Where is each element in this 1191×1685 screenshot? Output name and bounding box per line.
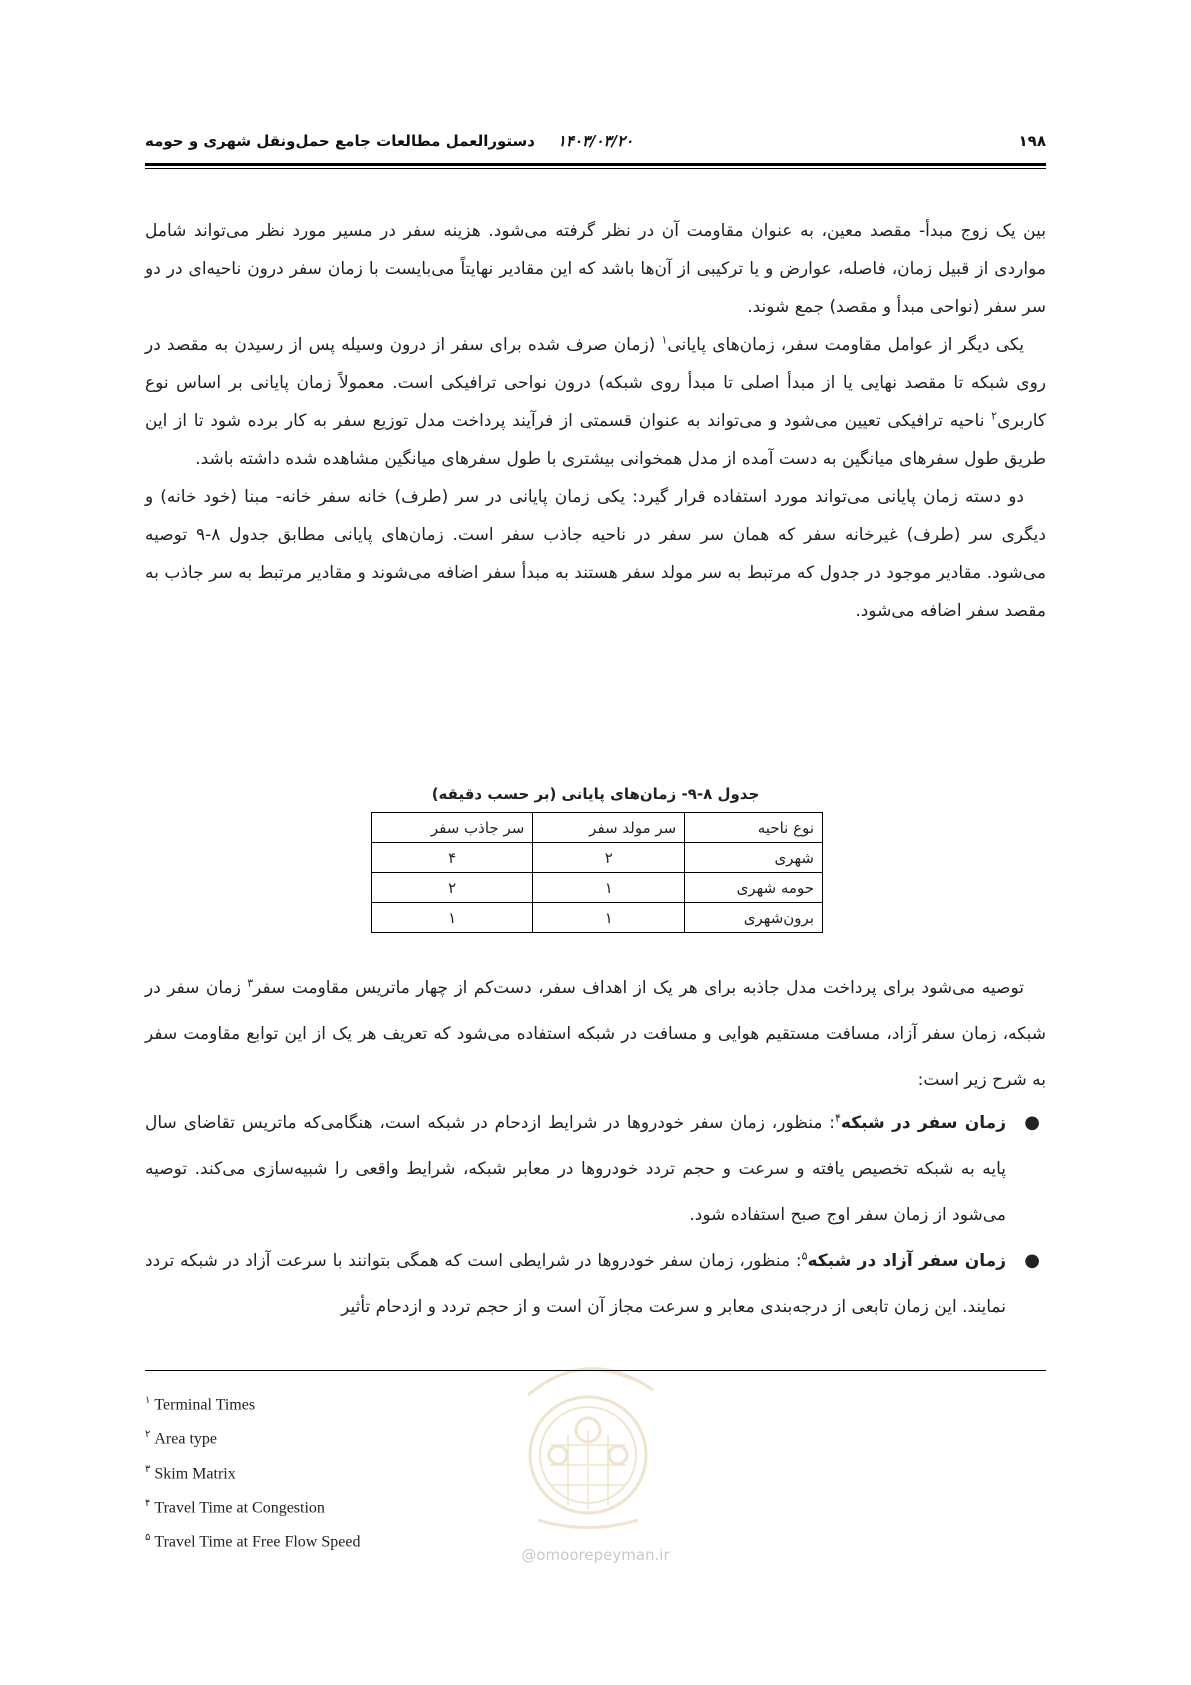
body-text: [145, 212, 1046, 630]
footnote-rule: [145, 1370, 1046, 1371]
footnote-ref-2[interactable]: ۲: [991, 409, 998, 423]
terminal-times-table: [371, 812, 823, 933]
table-row: [372, 873, 823, 903]
list-item: [145, 1238, 1040, 1330]
body-text-2: [145, 965, 1046, 1103]
header-rule-thin: [145, 168, 1046, 169]
cell-area: حومه شهری: [685, 873, 823, 903]
column-header-area-type: نوع ناحیه: [685, 813, 823, 843]
table-header-row: [372, 813, 823, 843]
footnote-item: $^۲$ Area type: [145, 1429, 218, 1448]
cell-producer: ۱: [533, 873, 685, 903]
footnote-item: $^۴$ Travel Time at Congestion: [145, 1497, 325, 1517]
cell-producer: ۲: [533, 843, 685, 873]
table-caption: جدول ۸-۹- زمان‌های پایانی (بر حسب دقیقه): [431, 785, 760, 803]
cell-attractor: ۴: [372, 843, 533, 873]
bullet-text: : منظور، زمان سفر خودروها در شرایطی است که همگی بتوانند با سرعت آزاد در شبکه تردد نمایند. این زمان تابعی از درجه‌بندی معابر و سرعت مجاز آن است و از حجم تردد و ازدحام تأثیر: [145, 1251, 1006, 1317]
column-header-attractor: سر جاذب سفر: [372, 813, 533, 843]
table-row: [372, 903, 823, 933]
footnote-ref-5[interactable]: ۵: [801, 1249, 808, 1263]
footnote-ref-4[interactable]: ۴: [835, 1111, 841, 1125]
header-title: دستورالعمل مطالعات جامع حمل‌ونقل شهری و حومه: [145, 132, 535, 150]
table-row: [372, 843, 823, 873]
watermark-seal-icon: [488, 1335, 688, 1545]
paragraph-1: بین یک زوج مبدأ- مقصد معین، به عنوان مقاومت آن در نظر گرفته می‌شود. هزینه سفر در مسیر مورد نظر می‌تواند شامل مواردی از قبیل زمان، فاصله، عوارض و یا ترکیبی از آن‌ها باشد که این مقادیر نهایتاً می‌بایست با زمان سفر درون ناحیه‌ای در دو سر سفر (نواحی مبدأ و مقصد) جمع شوند.: [145, 221, 1046, 317]
column-header-producer: سر مولد سفر: [533, 813, 685, 843]
page-header: [145, 132, 1046, 156]
cell-area: برون‌شهری: [685, 903, 823, 933]
paragraph-4: توصیه می‌شود برای پرداخت مدل جاذبه برای هر یک از اهداف سفر، دست‌کم از چهار ماتریس مقاومت سفر$^۳$ زمان سفر در شبکه، زمان سفر آزاد، مسافت مستقیم هوایی و مسافت در شبکه استفاده می‌شود که تعریف هر یک از این توابع مقاومت سفر به شرح زیر است:: [145, 976, 1046, 1090]
bullet-term: زمان سفر در شبکه: [840, 1113, 1006, 1133]
bullet-term: زمان سفر آزاد در شبکه: [807, 1251, 1006, 1271]
cell-attractor: ۱: [372, 903, 533, 933]
cell-attractor: ۲: [372, 873, 533, 903]
paragraph-2: یکی دیگر از عوامل مقاومت سفر، زمان‌های پایانی$^۱$ (زمان صرف شده برای سفر از درون وسیله پس از رسیدن به مقصد در روی شبکه تا مقصد نهایی یا از مبدأ اصلی تا مبدأ روی شبکه) درون نواحی ترافیکی است. معمولاً زمان پایانی بر اساس نوع کاربری$^۲$ ناحیه ترافیکی تعیین می‌شود و می‌تواند به عنوان قسمتی از فرآیند پرداخت مدل توزیع سفر به کار برده شود تا از این طریق طول سفرهای میانگین به دست آمده از مدل همخوانی بیشتری با طول سفرهای میانگین مشاهده شده داشته باشد.: [145, 333, 1046, 469]
footnote-ref-1[interactable]: ۱: [661, 333, 668, 347]
footnote-item: $^۱$ Terminal Times: [145, 1395, 256, 1414]
page-number: ۱۹۸: [1018, 132, 1046, 150]
footnote-item: $^۳$ Skim Matrix: [145, 1463, 236, 1482]
footnotes: [145, 1386, 360, 1558]
header-date: ۱۴۰۳/۰۳/۲۰: [557, 132, 634, 150]
paragraph-3: دو دسته زمان پایانی می‌تواند مورد استفاده قرار گیرد: یکی زمان پایانی در سر (طرف) خانه سفر خانه- مبنا (خود خانه) و دیگری سر (طرف) غیرخانه سفر که همان سر سفر در ناحیه جاذب سفر است. زمان‌های پایانی مطابق جدول ۸-۹ توصیه می‌شود. مقادیر موجود در جدول که مرتبط به سر مولد سفر هستند به مبدأ سفر اضافه می‌شوند و مقادیر مرتبط به سر جاذب به مقصد سفر اضافه می‌شود.: [145, 487, 1046, 621]
cell-area: شهری: [685, 843, 823, 873]
cell-producer: ۱: [533, 903, 685, 933]
watermark-url: @omoorepeyman.ir: [521, 1546, 670, 1564]
footnote-item: $^۵$ Travel Time at Free Flow Speed: [145, 1532, 361, 1551]
bullet-list: [145, 1100, 1046, 1330]
bullet-text: : منظور، زمان سفر خودروها در شرایط ازدحام در شبکه است، هنگامی‌که ماتریس تقاضای سال پایه به شبکه تخصیص یافته و سرعت و حجم تردد خودروها در معابر شبکه، شرایط واقعی را شبیه‌سازی می‌کند. توصیه می‌شود از زمان سفر اوج صبح استفاده شود.: [145, 1113, 1006, 1225]
header-rule: [145, 163, 1046, 166]
footnote-ref-3[interactable]: ۳: [247, 976, 254, 990]
list-item: [145, 1100, 1040, 1238]
bullet-icon: ●: [1024, 1250, 1040, 1271]
bullet-icon: ●: [1024, 1112, 1040, 1133]
